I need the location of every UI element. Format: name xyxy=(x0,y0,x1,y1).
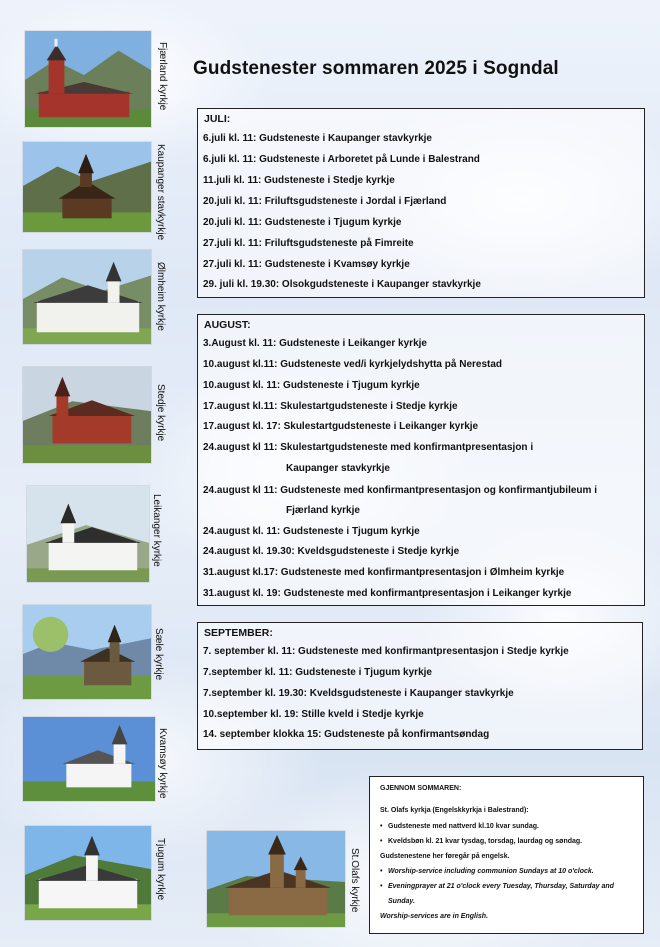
list-item: 17.august kl.11: Skulestartgudsteneste i Stedje kyrkje xyxy=(203,401,458,412)
fjaerland-church-photo xyxy=(24,30,152,128)
list-item: 10.august kl. 11: Gudsteneste i Tjugum kyrkje xyxy=(203,380,420,391)
info-line: • Kveldsbøn kl. 21 kvar tysdag, torsdag, laurdag og søndag. xyxy=(388,838,582,845)
saele-church-photo xyxy=(22,604,152,700)
kvamsoy-church-photo xyxy=(22,716,156,802)
august-schedule-box xyxy=(197,314,645,606)
list-item: 27.juli kl. 11: Gudsteneste i Kvamsøy kyrkje xyxy=(203,259,410,270)
tjugum-church-label: Tjugum kyrkje xyxy=(155,838,166,901)
list-item: 24.august kl 11: Skulestartgudsteneste med konfirmantpresentasjon i xyxy=(203,442,534,453)
info-line: Worship-services are in English. xyxy=(380,913,489,920)
august-header: AUGUST: xyxy=(204,319,251,331)
info-line: Gudstenestene her føregår på engelsk. xyxy=(380,853,510,860)
page-title: Gudstenester sommaren 2025 i Sogndal xyxy=(193,58,559,79)
july-header: JULI: xyxy=(204,113,231,125)
leikanger-church-photo xyxy=(26,485,150,583)
list-item: 11.juli kl. 11: Gudsteneste i Stedje kyrkje xyxy=(203,175,395,186)
list-item: 24.august kl. 19.30: Kveldsgudsteneste i Stedje kyrkje xyxy=(203,546,460,557)
list-item: 20.juli kl. 11: Friluftsgudsteneste i Jordal i Fjærland xyxy=(203,196,447,207)
kvamsoy-church-label: Kvamsøy kyrkje xyxy=(157,728,168,799)
fjaerland-church-label: Fjærland kyrkje xyxy=(157,42,168,111)
list-item: 14. september klokka 15: Gudsteneste på konfirmantsøndag xyxy=(203,729,490,740)
stedje-church-label: Stedje kyrkje xyxy=(155,384,166,442)
info-line: • Worship-service including communion Sundays at 10 o'clock. xyxy=(388,868,594,875)
list-item-continuation: Fjærland kyrkje xyxy=(286,505,360,516)
info-line: • Gudsteneste med nattverd kl.10 kvar sundag. xyxy=(388,823,539,830)
list-item: 27.juli kl. 11: Friluftsgudsteneste på Fimreite xyxy=(203,238,414,249)
july-schedule-box xyxy=(197,108,645,298)
list-item: 31.august kl. 19: Gudsteneste med konfirmantpresentasjon i Leikanger kyrkje xyxy=(203,588,572,599)
kaupanger-church-photo xyxy=(22,141,152,233)
info-line: • Eveningprayer at 21 o'clock every Tuesday, Thursday, Saturday and xyxy=(388,883,614,890)
info-header: GJENNOM SOMMAREN: xyxy=(380,785,462,792)
list-item: 31.august kl.17: Gudsteneste med konfirmantpresentasjon i Ølmheim kyrkje xyxy=(203,567,565,578)
saele-church-label: Sæle kyrkje xyxy=(153,628,164,681)
info-line: Sunday. xyxy=(388,898,415,905)
info-subheader: St. Olafs kyrkja (Engelskkyrkja i Balestrand): xyxy=(380,807,529,814)
list-item: 6.juli kl. 11: Gudsteneste i Arboretet på Lunde i Balestrand xyxy=(203,154,480,165)
list-item: 20.juli kl. 11: Gudsteneste i Tjugum kyrkje xyxy=(203,217,402,228)
list-item: 7.september kl. 11: Gudsteneste i Tjugum kyrkje xyxy=(203,667,432,678)
tjugum-church-photo xyxy=(24,825,152,921)
list-item: 24.august kl 11: Gudsteneste med konfirmantpresentasjon og konfirmantjubileum i xyxy=(203,485,597,496)
summer-info-box xyxy=(369,776,644,934)
leikanger-church-label: Leikanger kyrkje xyxy=(151,494,162,567)
list-item: 17.august kl. 17: Skulestartgudsteneste i Leikanger kyrkje xyxy=(203,421,479,432)
list-item: 3.August kl. 11: Gudsteneste i Leikanger kyrkje xyxy=(203,338,427,349)
kaupanger-church-label: Kaupanger stavkyrkje xyxy=(155,144,166,241)
stedje-church-photo xyxy=(22,366,152,464)
list-item: 24.august kl. 11: Gudsteneste i Tjugum kyrkje xyxy=(203,526,420,537)
st-olafs-church-photo xyxy=(206,830,346,928)
list-item: 6.juli kl. 11: Gudsteneste i Kaupanger stavkyrkje xyxy=(203,133,432,144)
olmheim-church-label: Ølmheim kyrkje xyxy=(155,262,166,331)
september-schedule-box xyxy=(197,622,643,750)
st-olafs-church-label: St.Olafs kyrkje xyxy=(349,848,360,913)
list-item-continuation: Kaupanger stavkyrkje xyxy=(286,463,390,474)
list-item: 10.august kl.11: Gudsteneste ved/i kyrkjelydshytta på Nerestad xyxy=(203,359,503,370)
list-item: 29. juli kl. 19.30: Olsokgudsteneste i Kaupanger stavkyrkje xyxy=(203,279,481,290)
olmheim-church-photo xyxy=(22,249,152,345)
list-item: 7.september kl. 19.30: Kveldsgudsteneste i Kaupanger stavkyrkje xyxy=(203,688,514,699)
list-item: 7. september kl. 11: Gudsteneste med konfirmantpresentasjon i Stedje kyrkje xyxy=(203,646,569,657)
list-item: 10.september kl. 19: Stille kveld i Stedje kyrkje xyxy=(203,709,424,720)
september-header: SEPTEMBER: xyxy=(204,627,273,639)
